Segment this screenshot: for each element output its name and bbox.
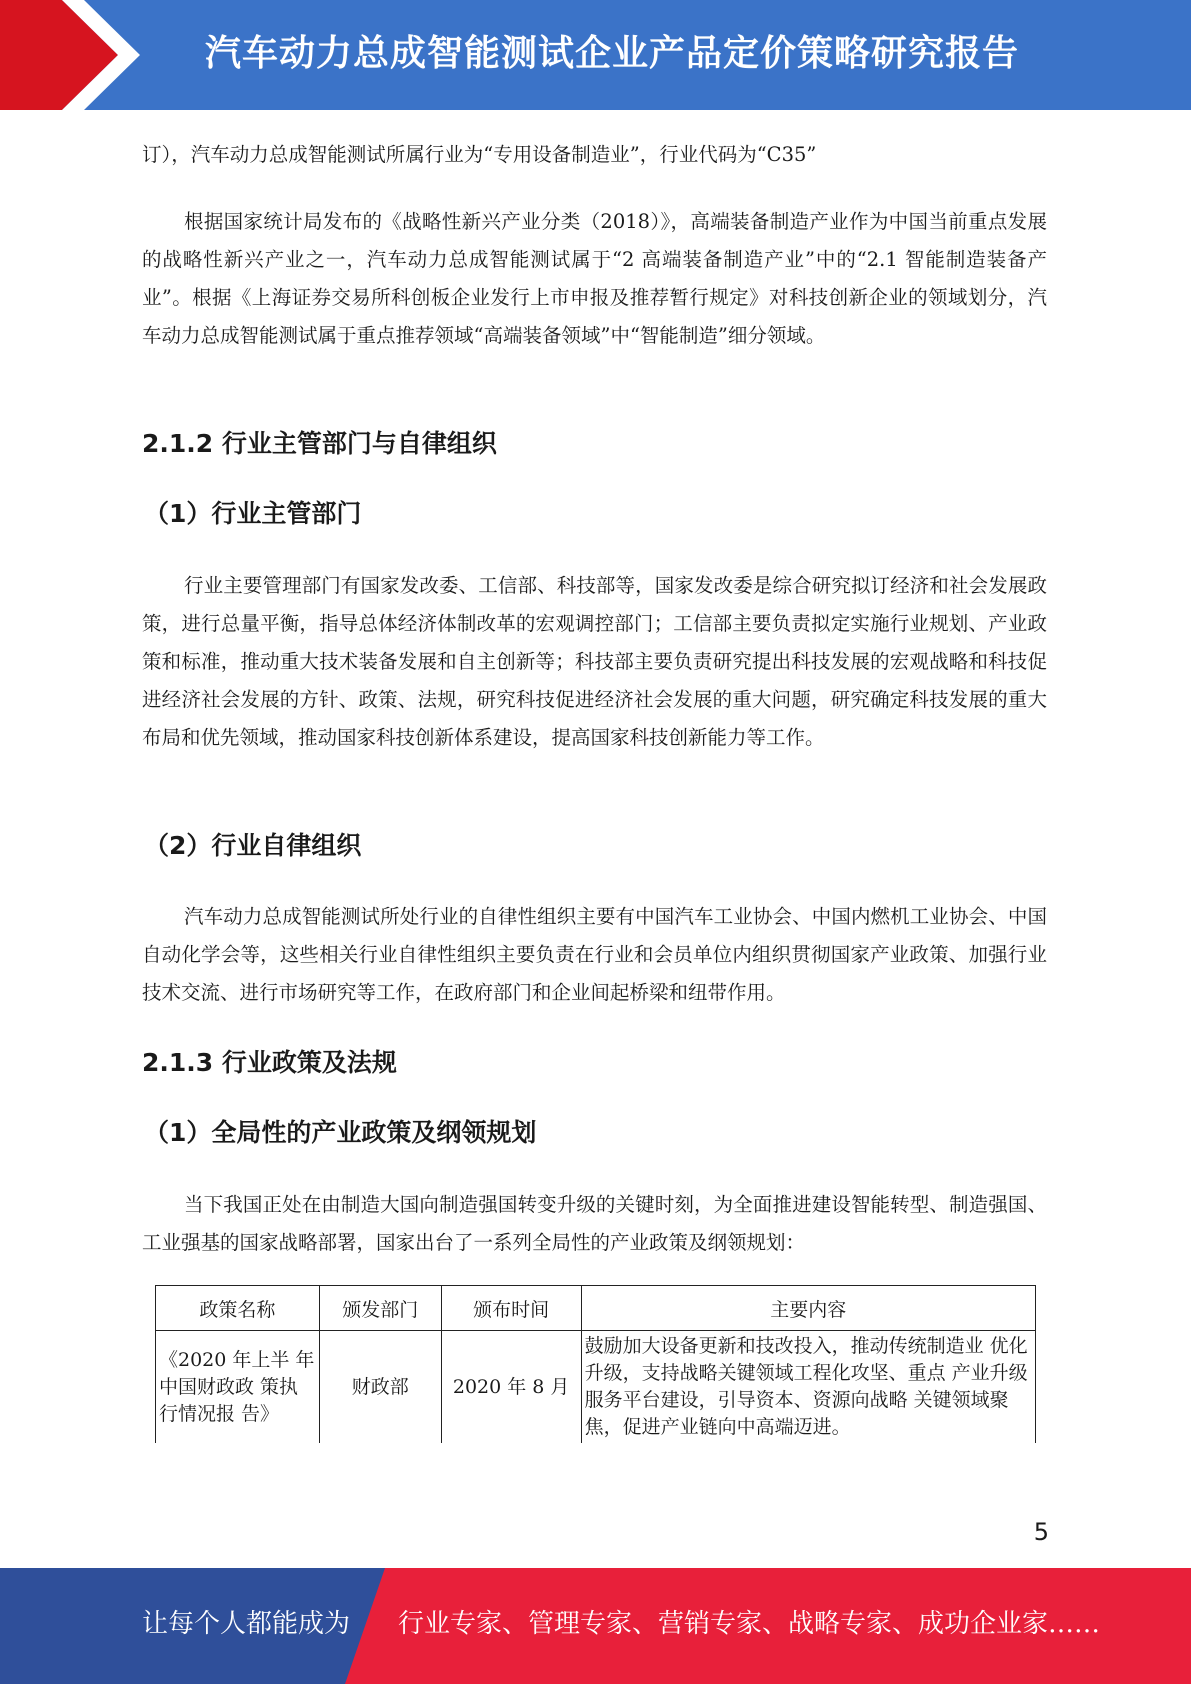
paragraph: 汽车动力总成智能测试所处行业的自律性组织主要有中国汽车工业协会、中国内燃机工业协会、中国自动化学会等，这些相关行业自律性组织主要负责在行业和会员单位内组织贯彻国家产业政策、加强行业技术交流、进行市场研究等工作，在政府部门和企业间起桥梁和纽带作用。 — [142, 905, 1047, 1004]
content-cell: 鼓励加大设备更新和技改投入，推动传统制造业 优化升级，支持战略关键领域工程化攻坚、重点 产业升级服务平台建设，引导资本、资源向战略 关键领域聚焦，促进产业链向中高端迈进。 — [581, 1331, 1035, 1444]
page-number: 5 — [1033, 1518, 1049, 1546]
column-header: 颁布时间 — [441, 1286, 581, 1331]
section-heading-2-1-3: 2.1.3 行业政策及法规 — [142, 1048, 397, 1077]
page-footer — [0, 1568, 1191, 1684]
policy-table — [155, 1285, 1036, 1443]
header-title: 汽车动力总成智能测试企业产品定价策略研究报告 — [205, 33, 1020, 74]
page-header — [0, 0, 1191, 110]
footer-slogan-left: 让每个人都能成为 — [142, 1609, 351, 1639]
subsection-heading: （1）行业主管部门 — [144, 499, 362, 528]
dept-cell: 财政部 — [319, 1331, 441, 1444]
table-row — [156, 1331, 1036, 1444]
column-header: 主要内容 — [581, 1286, 1035, 1331]
footer-slogan-right: 行业专家、管理专家、营销专家、战略专家、成功企业家…… — [398, 1609, 1101, 1639]
section-heading-2-1-2: 2.1.2 行业主管部门与自律组织 — [142, 429, 497, 458]
date-cell: 2020 年 8 月 — [441, 1331, 581, 1444]
table-header-row — [156, 1286, 1036, 1331]
column-header: 颁发部门 — [319, 1286, 441, 1331]
paragraph: 当下我国正处在由制造大国向制造强国转变升级的关键时刻，为全面推进建设智能转型、制造强国、工业强基的国家战略部署，国家出台了一系列全局性的产业政策及纲领规划： — [142, 1193, 1047, 1254]
column-header: 政策名称 — [156, 1286, 320, 1331]
subsection-heading: （2）行业自律组织 — [144, 831, 362, 860]
paragraph: 根据国家统计局发布的《战略性新兴产业分类（2018）》，高端装备制造产业作为中国当前重点发展的战略性新兴产业之一，汽车动力总成智能测试属于“2 高端装备制造产业”中的“2.1 智能制造装备产业”。根据《上海证券交易所科创板企业发行上市申报及推荐暂行规定》对科技创新企业的领域划分，汽车动力总成智能测试属于重点推荐领域“高端装备领域”中“智能制造”细分领域。 — [142, 210, 1047, 347]
policy-name-cell: 《2020 年上半 年中国财政政 策执行情况报 告》 — [156, 1331, 320, 1444]
paragraph: 行业主要管理部门有国家发改委、工信部、科技部等，国家发改委是综合研究拟订经济和社会发展政策，进行总量平衡，指导总体经济体制改革的宏观调控部门；工信部主要负责拟定实施行业规划、产业政策和标准，推动重大技术装备发展和自主创新等；科技部主要负责研究提出科技发展的宏观战略和科技促进经济社会发展的方针、政策、法规，研究科技促进经济社会发展的重大问题，研究确定科技发展的重大布局和优先领域，推动国家科技创新体系建设，提高国家科技创新能力等工作。 — [142, 574, 1047, 749]
subsection-heading: （1）全局性的产业政策及纲领规划 — [144, 1118, 537, 1147]
paragraph: 订），汽车动力总成智能测试所属行业为“专用设备制造业”，行业代码为“C35” — [142, 143, 817, 166]
header-arrow-decoration — [0, 0, 150, 110]
